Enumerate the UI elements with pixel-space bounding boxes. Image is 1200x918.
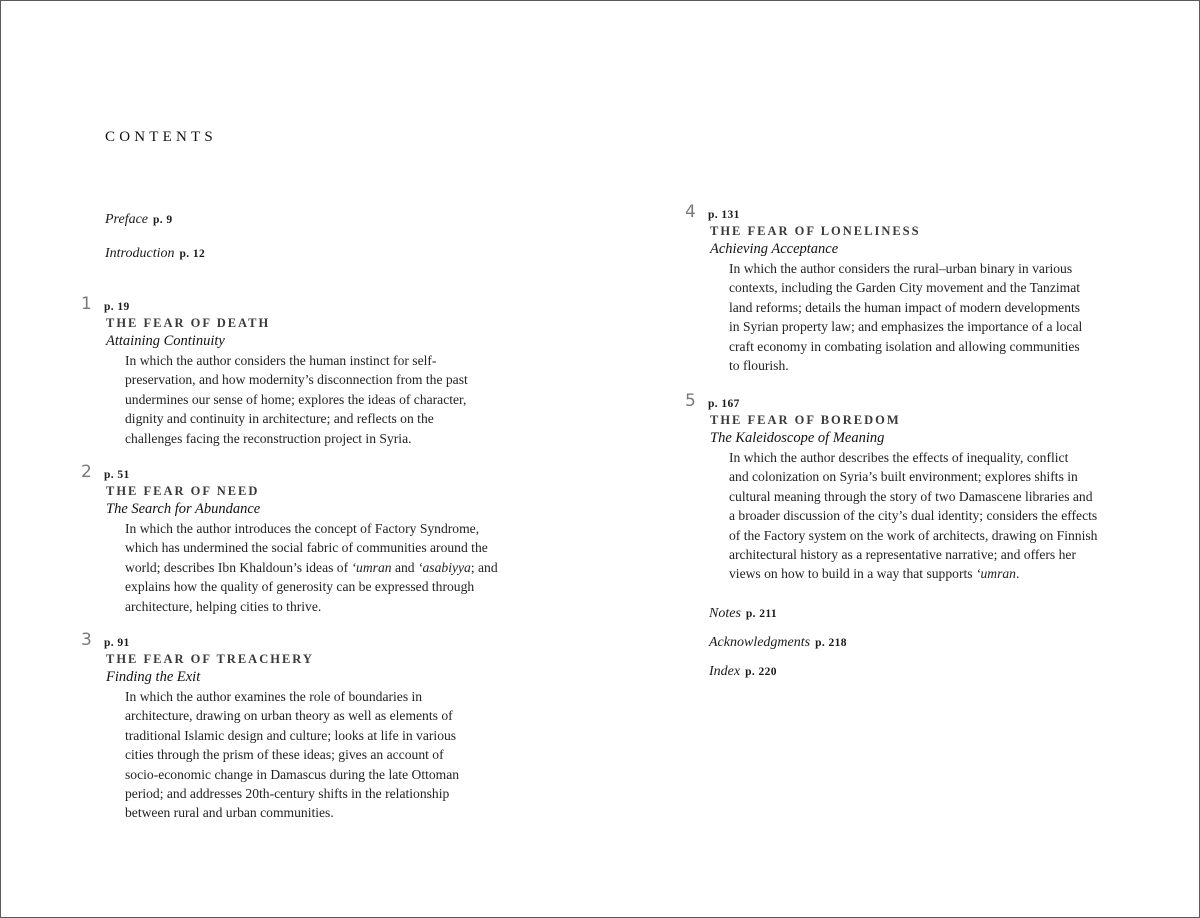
chapter-description	[125, 351, 574, 448]
description-line: contexts, including the Garden City movement and the Tanzimat	[729, 280, 1081, 296]
description-line: views on how to build in a way that supports ‘umran.	[729, 566, 1020, 582]
chapter-page: p. 91	[104, 637, 130, 649]
description-line: In which the author describes the effects of inequality, conflict	[729, 450, 1069, 465]
contents-title: CONTENTS	[105, 129, 217, 145]
description-line: to flourish.	[729, 358, 789, 374]
italic-term: ‘umran	[351, 559, 392, 575]
toc-entry-introduction[interactable]	[105, 246, 205, 262]
chapter-subtitle: Finding the Exit	[106, 669, 201, 685]
entry-page: p. 9	[153, 214, 173, 226]
chapter-page: p. 131	[708, 209, 740, 221]
description-line: architecture, helping cities to thrive.	[125, 598, 322, 614]
description-line: of the Factory system on the work of architects, drawing on Finnish	[729, 527, 1098, 543]
description-line: world; describes Ibn Khaldoun’s ideas of ‘umran and ‘asabiyya; and	[125, 559, 498, 575]
chapter-2[interactable]	[81, 462, 574, 616]
description-line: cities through the prism of these ideas; gives an account of	[125, 747, 444, 763]
description-line: which has undermined the social fabric of communities around the	[125, 540, 488, 556]
chapter-description	[729, 259, 1178, 375]
description-line: architecture, drawing on urban theory as well as elements of	[125, 708, 453, 724]
description-line: in Syrian property law; and emphasizes the importance of a local	[729, 319, 1083, 335]
chapter-number: 1	[81, 294, 92, 314]
description-line: explains how the quality of generosity can be expressed through	[125, 579, 475, 595]
entry-page: p. 12	[179, 248, 206, 260]
description-line: dignity and continuity in architecture; and reflects on the	[125, 411, 434, 427]
chapter-page: p. 51	[104, 469, 130, 481]
chapter-number: 3	[81, 630, 92, 650]
toc-entry-preface[interactable]	[105, 212, 173, 228]
chapter-heading: THE FEAR OF BOREDOM	[710, 413, 901, 427]
description-line: period; and addresses 20th-century shifts in the relationship	[125, 786, 450, 802]
description-line: a broader discussion of the city’s dual identity; considers the effects	[729, 508, 1098, 524]
entry-label: Index	[709, 664, 741, 679]
description-line: cultural meaning through the story of two Damascene libraries and	[729, 488, 1093, 504]
chapter-1[interactable]	[81, 294, 574, 448]
chapter-subtitle: The Search for Abundance	[106, 501, 261, 517]
description-line: In which the author considers the rural–urban binary in various	[729, 261, 1073, 276]
entry-page: p. 211	[745, 608, 778, 620]
entry-page: p. 218	[815, 637, 847, 649]
chapter-3[interactable]	[81, 630, 574, 823]
description-line: In which the author introduces the concept of Factory Syndrome,	[125, 521, 480, 536]
description-line: traditional Islamic design and culture; looks at life in various	[125, 727, 457, 743]
chapter-number: 5	[685, 391, 696, 411]
chapter-description	[125, 519, 574, 616]
chapter-heading: THE FEAR OF DEATH	[106, 316, 271, 330]
chapter-page: p. 167	[708, 398, 740, 410]
chapter-heading: THE FEAR OF LONELINESS	[710, 224, 921, 238]
description-line: preservation, and how modernity’s disconnection from the past	[125, 372, 468, 388]
chapter-number: 4	[685, 202, 696, 222]
entry-label: Notes	[709, 606, 741, 621]
description-line: and colonization on Syria’s built environment; explores shifts in	[729, 469, 1078, 485]
description-line: challenges facing the reconstruction project in Syria.	[125, 430, 412, 446]
description-line: In which the author examines the role of boundaries in	[125, 689, 423, 704]
chapter-page: p. 19	[104, 301, 130, 313]
description-line: craft economy in combating isolation and allowing communities	[729, 338, 1080, 354]
chapter-5[interactable]	[685, 391, 1178, 584]
italic-term: ‘umran	[975, 566, 1016, 582]
italic-term: ‘asabiyya	[417, 559, 471, 575]
chapter-subtitle: The Kaleidoscope of Meaning	[710, 430, 885, 446]
toc-entry-index[interactable]	[709, 664, 777, 680]
description-line: socio-economic change in Damascus during the late Ottoman	[125, 766, 460, 782]
chapter-heading: THE FEAR OF NEED	[106, 484, 260, 498]
description-line: land reforms; details the human impact of modern developments	[729, 299, 1081, 315]
chapter-description	[125, 687, 574, 823]
toc-entry-notes[interactable]	[709, 606, 777, 622]
entry-label: Acknowledgments	[709, 635, 811, 650]
chapter-number: 2	[81, 462, 92, 482]
chapter-subtitle: Attaining Continuity	[106, 333, 225, 349]
toc-entry-acknowledgments[interactable]	[709, 635, 847, 651]
chapter-description	[729, 448, 1178, 584]
chapter-4[interactable]	[685, 202, 1178, 375]
entry-label: Introduction	[105, 246, 175, 261]
description-line: between rural and urban communities.	[125, 805, 334, 821]
chapter-heading: THE FEAR OF TREACHERY	[106, 652, 314, 666]
description-line: undermines our sense of home; explores the ideas of character,	[125, 391, 467, 407]
chapter-subtitle: Achieving Acceptance	[710, 241, 839, 257]
description-line: architectural history as a representative narrative; and offers her	[729, 547, 1076, 563]
entry-page: p. 220	[745, 666, 777, 678]
description-line: In which the author considers the human instinct for self-	[125, 353, 437, 368]
entry-label: Preface	[105, 212, 149, 227]
